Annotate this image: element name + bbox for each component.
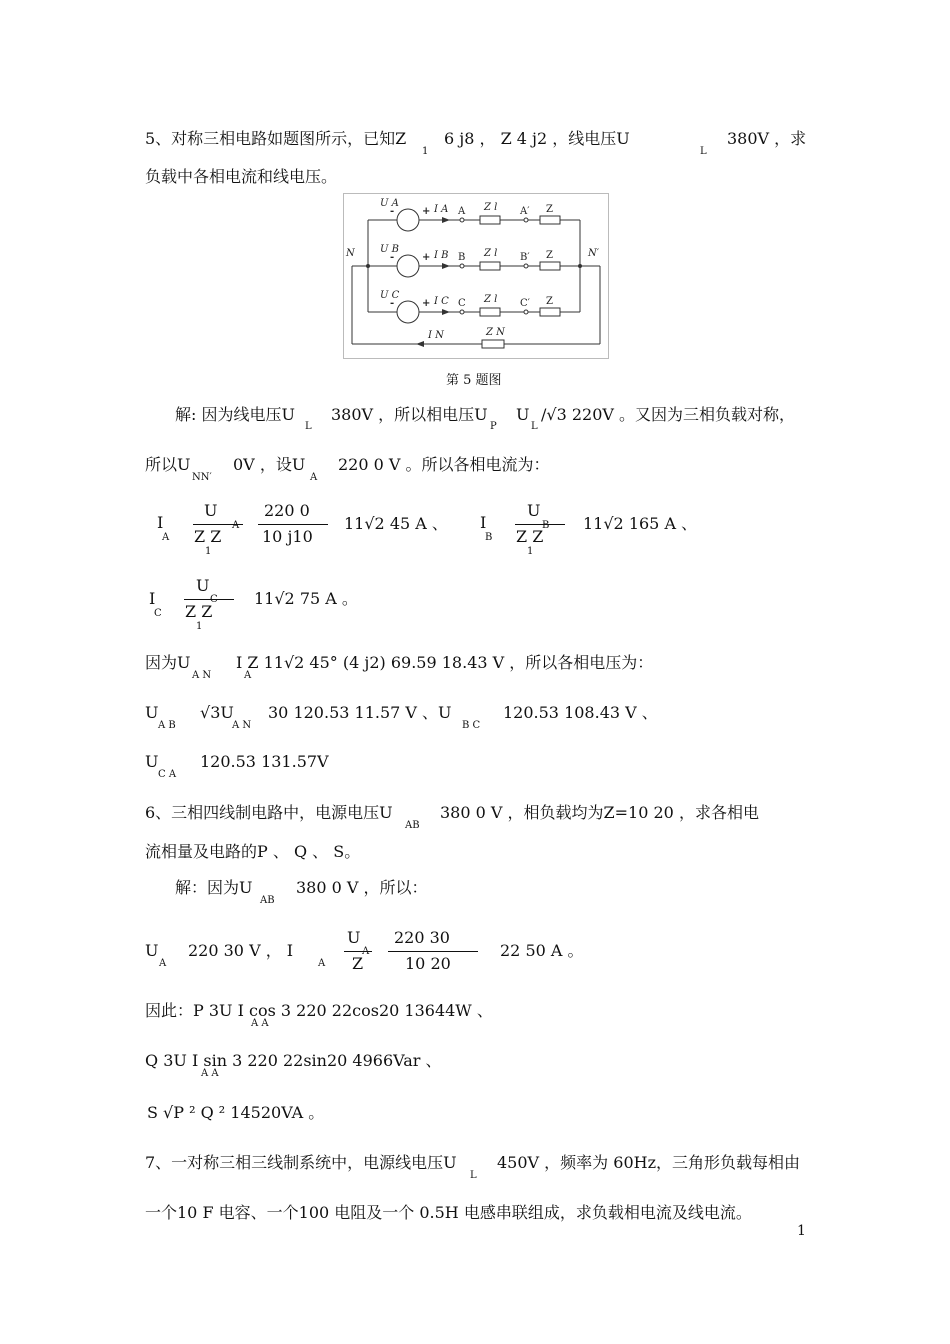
eqB-num-sub: B (542, 520, 550, 531)
p6-line1b: 380 0 V ，相负载均为Z=10 20 ，求各相电 (440, 803, 759, 822)
p5-sol1-sub2: P (490, 421, 497, 432)
p6-eqUA-den2: 10 20 (405, 954, 451, 973)
p5-sol2b: 0V ，设U (233, 455, 306, 474)
circuit-diagram (344, 194, 608, 358)
p5-sol1c: U (516, 405, 530, 424)
eqC-res: 11√2 75 A 。 (254, 589, 358, 608)
eqAN-sub: A N (192, 670, 212, 681)
eqC-den-sub: 1 (196, 621, 203, 632)
p6-eqQ-sub: A A (201, 1068, 219, 1079)
p6-eqQ: Q 3U I sin 3 220 22sin20 4966Var 、 (145, 1051, 442, 1070)
p7-line1: 7、一对称三相三线制系统中，电源线电压U (145, 1153, 457, 1172)
fig-plus-b: + (422, 252, 431, 263)
p6-eqUA: U (145, 941, 159, 960)
circuit-figure (343, 193, 609, 359)
fig-a-label: A (458, 206, 466, 217)
fig-plus-a: + (422, 206, 431, 217)
p5-line1b: 6 j8 ， Z 4 j2 ，线电压U (444, 129, 630, 148)
p5-sol2-sub2: A (310, 472, 318, 483)
p5-sol1: 解: 因为线电压U (175, 405, 295, 424)
p5-ul-sub: L (700, 146, 707, 157)
p6-sol1-sub: AB (260, 895, 275, 906)
fig-in-label: I N (428, 330, 444, 341)
p6-line1-sub: AB (405, 820, 420, 831)
eqB-res: 11√2 165 A 、 (583, 514, 698, 533)
eqA-fracbar2 (258, 524, 328, 525)
p5-z1-sub: 1 (422, 146, 429, 157)
p5-sol1-sub3: L (531, 421, 538, 432)
eqC-num: U (196, 576, 210, 595)
eqA-fracbar (193, 524, 243, 525)
fig-b-label: B (458, 252, 466, 263)
eqA-lhs: I (157, 513, 164, 532)
fig-zl-c-label: Z l (484, 294, 498, 305)
eqAN-b: I Z 11√2 45° (4 j2) 69.59 18.43 V ，所以各相电压为： (236, 653, 654, 672)
p5-sol2c: 220 0 V 。所以各相电流为： (338, 455, 550, 474)
p6-fracbar (344, 951, 372, 952)
fig-ib-label: I B (434, 250, 449, 261)
fig-ia-label: I A (434, 204, 449, 215)
eqC-den: Z Z (185, 602, 213, 621)
p6-sol1b: 380 0 V ，所以： (296, 878, 428, 897)
eqA-num2: 220 0 (264, 501, 310, 520)
eqA-res: 11√2 45 A 、 (344, 514, 448, 533)
fig-plus-c: + (422, 298, 431, 309)
p6-eqUA-sub2: A (318, 958, 326, 969)
eqB-lhs: I (480, 513, 487, 532)
p6-eqP: 因此：P 3U I cos 3 220 22cos20 13644W 、 (145, 1001, 493, 1020)
p5-line2: 负载中各相电流和线电压。 (145, 167, 338, 186)
fig-zn-label: Z N (486, 327, 505, 338)
eqUAB: U (145, 703, 159, 722)
fig-z-a-label: Z (546, 204, 553, 215)
eqUAB-d: 120.53 108.43 V 、 (503, 703, 658, 722)
p6-eqUA-num2: 220 30 (394, 928, 450, 947)
p7-line2: 一个10 F 电容、一个100 电阻及一个 0.5H 电感串联组成，求负载相电流及线电流。 (145, 1203, 752, 1222)
p6-eqS: S √P ² Q ² 14520VA 。 (147, 1103, 325, 1122)
eqC-lhs-sub: C (154, 608, 162, 619)
eqB-den-sub: 1 (527, 546, 534, 557)
fig-uc-label: U C (380, 290, 400, 301)
fig-minus-b: - (390, 252, 395, 263)
p6-sol1: 解：因为U (175, 878, 253, 897)
fig-cp-label: C′ (520, 298, 530, 309)
eqC-lhs: I (149, 589, 156, 608)
p7-line1b: 450V ，频率为 60Hz，三角形负载每相由 (497, 1153, 801, 1172)
eqUAB-sub3: B C (462, 720, 481, 731)
fig-minus-a: - (390, 206, 395, 217)
eqUAB-sub2: A N (232, 720, 252, 731)
eqUAB-b: √3U (200, 703, 234, 722)
fig-np-label: N′ (588, 248, 600, 259)
eqA-den-sub: 1 (205, 546, 212, 557)
eqA-num-sub: A (232, 520, 240, 531)
fig-caption: 第 5 题图 (446, 373, 502, 388)
fig-n-label: N (346, 248, 355, 259)
p6-eqP-sub: A A (251, 1018, 269, 1029)
fig-ic-label: I C (434, 296, 449, 307)
fig-ua-label: U A (380, 198, 399, 209)
p5-sol1d: /√3 220V 。又因为三相负载对称， (541, 405, 796, 424)
p6-eqUA-b: 220 30 V ， I (188, 941, 294, 960)
p6-eqUA-sub: A (159, 958, 167, 969)
fig-minus-c: - (390, 298, 395, 309)
eqA-num: U (204, 501, 218, 520)
p6-fracbar2 (388, 951, 478, 952)
eqB-fracbar (515, 524, 565, 525)
eqA-den: Z Z (194, 527, 222, 546)
eqUAB-c: 30 120.53 11.57 V 、U (268, 703, 452, 722)
fig-z-c-label: Z (546, 296, 553, 307)
p6-eqUA-den: Z (352, 954, 364, 973)
page-number: 1 (797, 1223, 806, 1239)
eqC-num-sub: C (210, 594, 218, 605)
p5-sol2: 所以U (145, 455, 191, 474)
eqB-den: Z Z (516, 527, 544, 546)
fig-c-label: C (458, 298, 466, 309)
eqB-lhs-sub: B (485, 532, 493, 543)
p5-sol1-sub: L (305, 421, 312, 432)
eqA-den2: 10 j10 (262, 527, 313, 546)
p5-line1: 5、对称三相电路如题图所示，已知Z (145, 129, 407, 148)
eqAN: 因为U (145, 653, 191, 672)
eqUCA: U (145, 752, 159, 771)
p6-line2: 流相量及电路的P 、 Q 、 S。 (145, 842, 361, 861)
eqAN-sub2: A (244, 670, 252, 681)
eqB-num: U (527, 501, 541, 520)
fig-ap-label: A′ (520, 206, 530, 217)
fig-ub-label: U B (380, 244, 399, 255)
p6-eqUA-num: U (347, 928, 361, 947)
fig-zl-a-label: Z l (484, 202, 498, 213)
fig-bp-label: B′ (520, 252, 530, 263)
fig-z-b-label: Z (546, 250, 553, 261)
eqC-fracbar (184, 599, 234, 600)
eqA-lhs-sub: A (162, 532, 170, 543)
p6-eqUA-num-sub: A (362, 946, 370, 957)
p6-line1: 6、三相四线制电路中，电源电压U (145, 803, 393, 822)
fig-zl-b-label: Z l (484, 248, 498, 259)
p5-sol1b: 380V ，所以相电压U (331, 405, 488, 424)
p6-eqUA-res: 22 50 A 。 (500, 941, 584, 960)
p5-line1c: 380V ，求 (727, 129, 807, 148)
eqUCA-sub: C A (158, 769, 177, 780)
eqUCA-b: 120.53 131.57V (200, 752, 329, 771)
eqUAB-sub: A B (158, 720, 176, 731)
p5-sol2-sub: NN′ (192, 472, 212, 483)
p7-line1-sub: L (470, 1170, 477, 1181)
